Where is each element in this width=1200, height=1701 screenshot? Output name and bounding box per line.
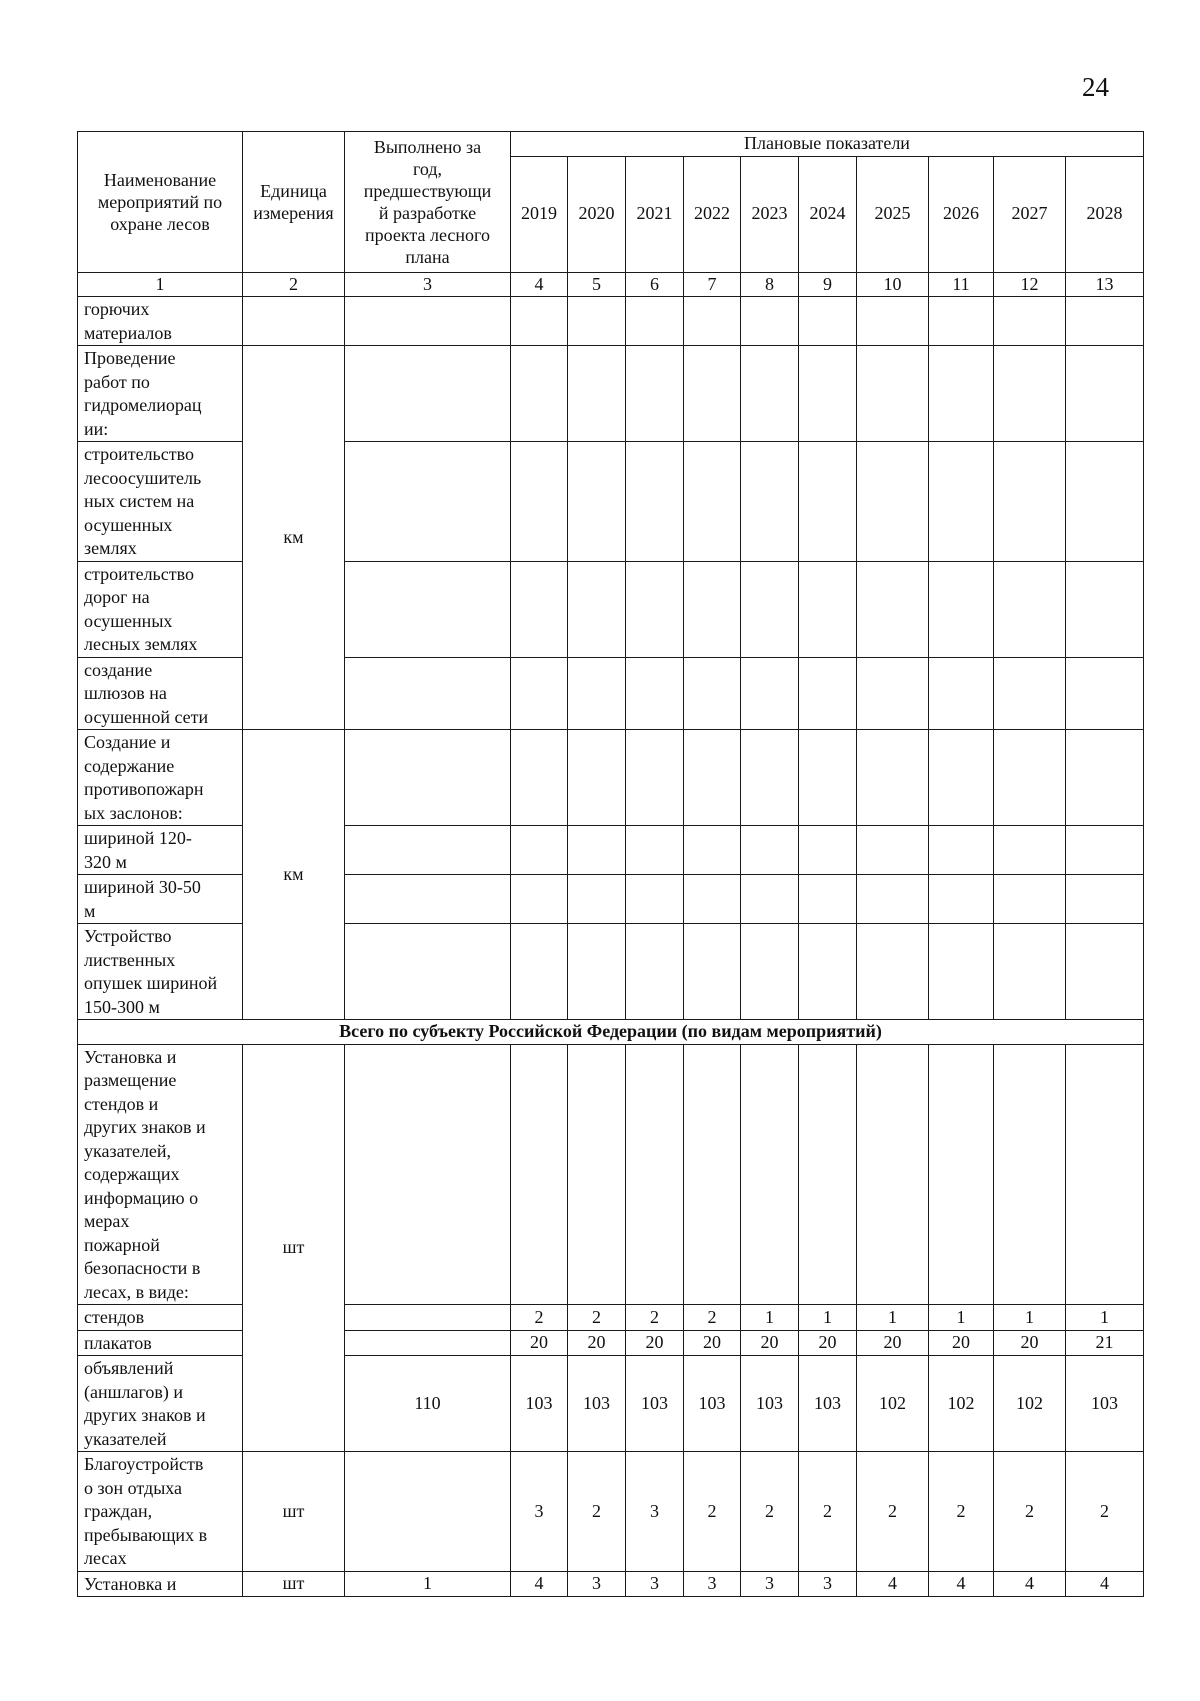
table-row: [78, 442, 1144, 562]
table-row: [78, 730, 1144, 826]
table-row: [78, 561, 1144, 657]
row-name: Устройство лиственных опушек шириной 150-300 м: [78, 924, 243, 1020]
row-unit: шт: [243, 1571, 345, 1597]
cell: 103: [799, 1356, 857, 1452]
cell: [857, 924, 929, 1020]
row-done: 1: [345, 1571, 511, 1597]
cell: [568, 297, 626, 346]
cell: [626, 442, 684, 562]
cell: 20: [857, 1330, 929, 1356]
cell: [568, 875, 626, 924]
cell: [994, 346, 1066, 442]
column-number: 10: [857, 272, 929, 297]
cell: [626, 561, 684, 657]
cell: 20: [568, 1330, 626, 1356]
cell: 103: [741, 1356, 799, 1452]
forest-protection-table: [77, 131, 1144, 1597]
table-row: [78, 1044, 1144, 1305]
cell: 2: [626, 1305, 684, 1331]
cell: [626, 875, 684, 924]
cell: [684, 657, 741, 730]
header-year: 2026: [929, 156, 994, 272]
cell: 3: [684, 1571, 741, 1597]
cell: 2: [568, 1452, 626, 1572]
header-year: 2020: [568, 156, 626, 272]
cell: 1: [799, 1305, 857, 1331]
cell: 103: [511, 1356, 568, 1452]
cell: [929, 346, 994, 442]
row-name: строительство дорог на осушенных лесных землях: [78, 561, 243, 657]
cell: [684, 924, 741, 1020]
cell: [799, 826, 857, 875]
cell: [799, 561, 857, 657]
cell: [511, 730, 568, 826]
cell: [857, 346, 929, 442]
cell: [741, 730, 799, 826]
cell: [1066, 657, 1144, 730]
cell: [741, 924, 799, 1020]
header-year: 2023: [741, 156, 799, 272]
cell: [857, 657, 929, 730]
header-done: Выполнено за год, предшествующи й разработке проекта лесного плана: [345, 132, 511, 273]
cell: 103: [684, 1356, 741, 1452]
cell: [994, 442, 1066, 562]
cell: [799, 346, 857, 442]
cell: 2: [568, 1305, 626, 1331]
table-row: [78, 826, 1144, 875]
cell: [994, 657, 1066, 730]
cell: [1066, 1044, 1144, 1305]
cell: [511, 561, 568, 657]
cell: [1066, 442, 1144, 562]
cell: [857, 730, 929, 826]
cell: [1066, 730, 1144, 826]
table-row: [78, 346, 1144, 442]
cell: 3: [741, 1571, 799, 1597]
cell: [626, 730, 684, 826]
table-row: [78, 1330, 1144, 1356]
cell: 4: [1066, 1571, 1144, 1597]
row-done: [345, 442, 511, 562]
column-number: 5: [568, 272, 626, 297]
cell: [568, 1044, 626, 1305]
cell: [741, 297, 799, 346]
cell: [684, 875, 741, 924]
table-row: [78, 875, 1144, 924]
cell: 103: [1066, 1356, 1144, 1452]
cell: [684, 442, 741, 562]
cell: 102: [994, 1356, 1066, 1452]
row-done: [345, 1305, 511, 1331]
cell: 2: [684, 1452, 741, 1572]
cell: [1066, 826, 1144, 875]
row-name: строительство лесоосушитель ных систем на осушенных землях: [78, 442, 243, 562]
cell: [511, 657, 568, 730]
row-name: шириной 120- 320 м: [78, 826, 243, 875]
cell: [994, 730, 1066, 826]
cell: [511, 826, 568, 875]
cell: 4: [857, 1571, 929, 1597]
cell: 1: [1066, 1305, 1144, 1331]
cell: [799, 924, 857, 1020]
table-row: [78, 924, 1144, 1020]
cell: 2: [741, 1452, 799, 1572]
cell: [511, 1044, 568, 1305]
row-unit: км: [243, 730, 345, 1020]
cell: 4: [929, 1571, 994, 1597]
cell: [1066, 875, 1144, 924]
header-year: 2021: [626, 156, 684, 272]
header-planned: Плановые показатели: [511, 132, 1144, 157]
row-done: [345, 1330, 511, 1356]
cell: [511, 875, 568, 924]
column-number: 1: [78, 272, 243, 297]
header-year: 2022: [684, 156, 741, 272]
cell: [626, 346, 684, 442]
cell: 3: [626, 1452, 684, 1572]
column-number-row: [78, 272, 1144, 297]
row-name: Установка и размещение стендов и других знаков и указателей, содержащих информацию о мерах пожарной безопасности в лесах, в виде:: [78, 1044, 243, 1305]
column-number: 4: [511, 272, 568, 297]
cell: [684, 297, 741, 346]
cell: 2: [684, 1305, 741, 1331]
cell: [929, 826, 994, 875]
cell: [929, 561, 994, 657]
cell: [741, 826, 799, 875]
cell: 4: [511, 1571, 568, 1597]
cell: [511, 297, 568, 346]
cell: 20: [994, 1330, 1066, 1356]
cell: [511, 442, 568, 562]
cell: [626, 657, 684, 730]
row-done: [345, 1452, 511, 1572]
row-name: Создание и содержание противопожарн ых заслонов:: [78, 730, 243, 826]
cell: [929, 875, 994, 924]
cell: 1: [994, 1305, 1066, 1331]
cell: 2: [799, 1452, 857, 1572]
section-row: [78, 1020, 1144, 1045]
cell: 20: [511, 1330, 568, 1356]
section-title: Всего по субъекту Российской Федерации (по видам мероприятий): [78, 1020, 1144, 1045]
cell: [568, 826, 626, 875]
column-number: 6: [626, 272, 684, 297]
cell: [511, 346, 568, 442]
cell: [799, 730, 857, 826]
cell: [568, 561, 626, 657]
cell: [857, 442, 929, 562]
cell: 102: [929, 1356, 994, 1452]
cell: [568, 924, 626, 1020]
column-number: 12: [994, 272, 1066, 297]
cell: [994, 1044, 1066, 1305]
cell: [857, 826, 929, 875]
cell: 1: [741, 1305, 799, 1331]
row-done: [345, 826, 511, 875]
cell: [799, 875, 857, 924]
cell: 103: [626, 1356, 684, 1452]
cell: [857, 875, 929, 924]
cell: [626, 826, 684, 875]
cell: [1066, 297, 1144, 346]
row-name: Установка и: [78, 1571, 243, 1597]
cell: 2: [511, 1305, 568, 1331]
cell: [857, 1044, 929, 1305]
cell: [799, 297, 857, 346]
table-row: [78, 1356, 1144, 1452]
cell: 3: [511, 1452, 568, 1572]
cell: [684, 1044, 741, 1305]
row-done: [345, 346, 511, 442]
header-year: 2025: [857, 156, 929, 272]
cell: [741, 657, 799, 730]
row-name: стендов: [78, 1305, 243, 1331]
cell: 20: [799, 1330, 857, 1356]
row-done: [345, 730, 511, 826]
cell: [684, 730, 741, 826]
row-done: [345, 1044, 511, 1305]
row-name: объявлений (аншлагов) и других знаков и указателей: [78, 1356, 243, 1452]
row-name: горючих материалов: [78, 297, 243, 346]
cell: [626, 297, 684, 346]
cell: 21: [1066, 1330, 1144, 1356]
cell: [929, 730, 994, 826]
table-row: [78, 1571, 1144, 1597]
column-number: 7: [684, 272, 741, 297]
cell: [626, 1044, 684, 1305]
column-number: 2: [243, 272, 345, 297]
cell: 20: [929, 1330, 994, 1356]
row-name: Проведение работ по гидромелиорац ии:: [78, 346, 243, 442]
cell: [994, 924, 1066, 1020]
cell: [568, 442, 626, 562]
row-name: шириной 30-50 м: [78, 875, 243, 924]
cell: [741, 346, 799, 442]
cell: [929, 297, 994, 346]
table-row: [78, 1452, 1144, 1572]
header-unit: Единица измерения: [243, 132, 345, 273]
cell: 1: [857, 1305, 929, 1331]
column-number: 9: [799, 272, 857, 297]
cell: [684, 346, 741, 442]
cell: 3: [799, 1571, 857, 1597]
cell: [684, 826, 741, 875]
row-done: [345, 875, 511, 924]
cell: [568, 346, 626, 442]
cell: [929, 442, 994, 562]
row-done: [345, 297, 511, 346]
cell: [929, 657, 994, 730]
cell: 2: [929, 1452, 994, 1572]
cell: [799, 1044, 857, 1305]
row-done: [345, 657, 511, 730]
cell: 2: [1066, 1452, 1144, 1572]
cell: [568, 730, 626, 826]
row-unit: [243, 297, 345, 346]
column-number: 11: [929, 272, 994, 297]
cell: [626, 924, 684, 1020]
column-number: 8: [741, 272, 799, 297]
header-year: 2028: [1066, 156, 1144, 272]
cell: 1: [929, 1305, 994, 1331]
cell: [741, 561, 799, 657]
column-number: 3: [345, 272, 511, 297]
cell: 2: [857, 1452, 929, 1572]
cell: [929, 1044, 994, 1305]
header-year: 2024: [799, 156, 857, 272]
row-unit: шт: [243, 1044, 345, 1452]
row-unit: км: [243, 346, 345, 730]
cell: [994, 561, 1066, 657]
cell: 20: [626, 1330, 684, 1356]
column-number: 13: [1066, 272, 1144, 297]
cell: [684, 561, 741, 657]
row-name: создание шлюзов на осушенной сети: [78, 657, 243, 730]
cell: [568, 657, 626, 730]
cell: [1066, 346, 1144, 442]
cell: 3: [626, 1571, 684, 1597]
row-done: [345, 924, 511, 1020]
table-row: [78, 657, 1144, 730]
cell: 102: [857, 1356, 929, 1452]
cell: [1066, 561, 1144, 657]
cell: [1066, 924, 1144, 1020]
row-name: Благоустройств о зон отдыха граждан, пребывающих в лесах: [78, 1452, 243, 1572]
row-name: плакатов: [78, 1330, 243, 1356]
row-unit: шт: [243, 1452, 345, 1572]
row-done: [345, 561, 511, 657]
cell: 4: [994, 1571, 1066, 1597]
cell: [994, 297, 1066, 346]
cell: [857, 561, 929, 657]
cell: 20: [684, 1330, 741, 1356]
cell: [511, 924, 568, 1020]
cell: [741, 442, 799, 562]
header-year: 2027: [994, 156, 1066, 272]
cell: [929, 924, 994, 1020]
cell: 3: [568, 1571, 626, 1597]
header-year: 2019: [511, 156, 568, 272]
table-row: [78, 1305, 1144, 1331]
header-name: Наименование мероприятий по охране лесов: [78, 132, 243, 273]
cell: [799, 657, 857, 730]
cell: 103: [568, 1356, 626, 1452]
cell: [994, 875, 1066, 924]
cell: 20: [741, 1330, 799, 1356]
cell: [741, 875, 799, 924]
cell: [799, 442, 857, 562]
row-done: 110: [345, 1356, 511, 1452]
cell: [857, 297, 929, 346]
cell: 2: [994, 1452, 1066, 1572]
cell: [994, 826, 1066, 875]
page-number: 24: [1082, 72, 1109, 102]
table-row: [78, 297, 1144, 346]
cell: [741, 1044, 799, 1305]
